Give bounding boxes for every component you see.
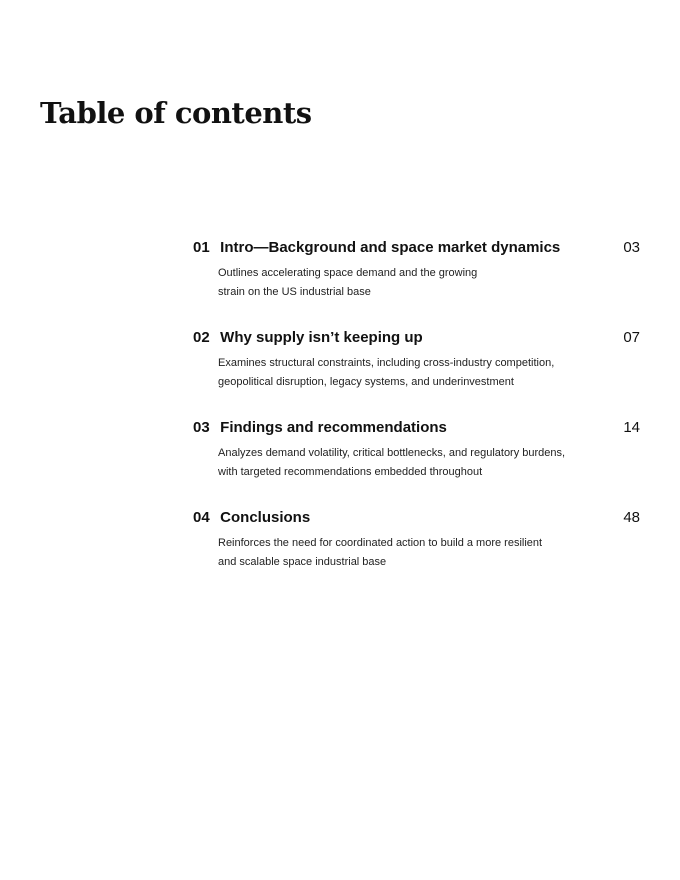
entry-heading — [193, 418, 640, 440]
section-description — [218, 354, 598, 392]
entry-heading — [193, 508, 640, 530]
page-number[interactable]: 14 — [623, 419, 640, 436]
section-number: 02 — [193, 329, 210, 346]
toc-entry-supply[interactable] — [193, 328, 640, 418]
section-title[interactable]: Findings and recommendations — [220, 419, 447, 436]
description-line: strain on the US industrial base — [218, 286, 371, 298]
section-description — [218, 534, 598, 572]
toc-entry-intro[interactable] — [193, 238, 640, 328]
section-description — [218, 264, 598, 302]
section-title[interactable]: Conclusions — [220, 509, 311, 526]
description-line: geopolitical disruption, legacy systems, and underinvestment — [218, 376, 514, 388]
section-title[interactable]: Intro—Background and space market dynamics — [220, 239, 561, 256]
description-line: and scalable space industrial base — [218, 556, 387, 568]
page-number[interactable]: 48 — [623, 509, 640, 526]
section-description — [218, 444, 598, 482]
description-line: with targeted recommendations embedded throughout — [218, 466, 483, 478]
toc-entry-conclusions[interactable] — [193, 508, 640, 598]
section-number: 03 — [193, 419, 210, 436]
table-of-contents — [193, 238, 640, 598]
page-number[interactable]: 07 — [623, 329, 640, 346]
page-number[interactable]: 03 — [623, 239, 640, 256]
description-line: Analyzes demand volatility, critical bottlenecks, and regulatory burdens, — [218, 447, 566, 459]
page-title: Table of contents — [40, 96, 312, 130]
toc-entry-findings[interactable] — [193, 418, 640, 508]
section-number: 04 — [193, 509, 210, 526]
description-line: Outlines accelerating space demand and the growing — [218, 267, 478, 279]
description-line: Examines structural constraints, including cross-industry competition, — [218, 357, 555, 369]
section-title[interactable]: Why supply isn’t keeping up — [220, 329, 423, 346]
entry-heading — [193, 328, 640, 350]
entry-heading — [193, 238, 640, 260]
description-line: Reinforces the need for coordinated action to build a more resilient — [218, 537, 543, 549]
section-number: 01 — [193, 239, 210, 256]
